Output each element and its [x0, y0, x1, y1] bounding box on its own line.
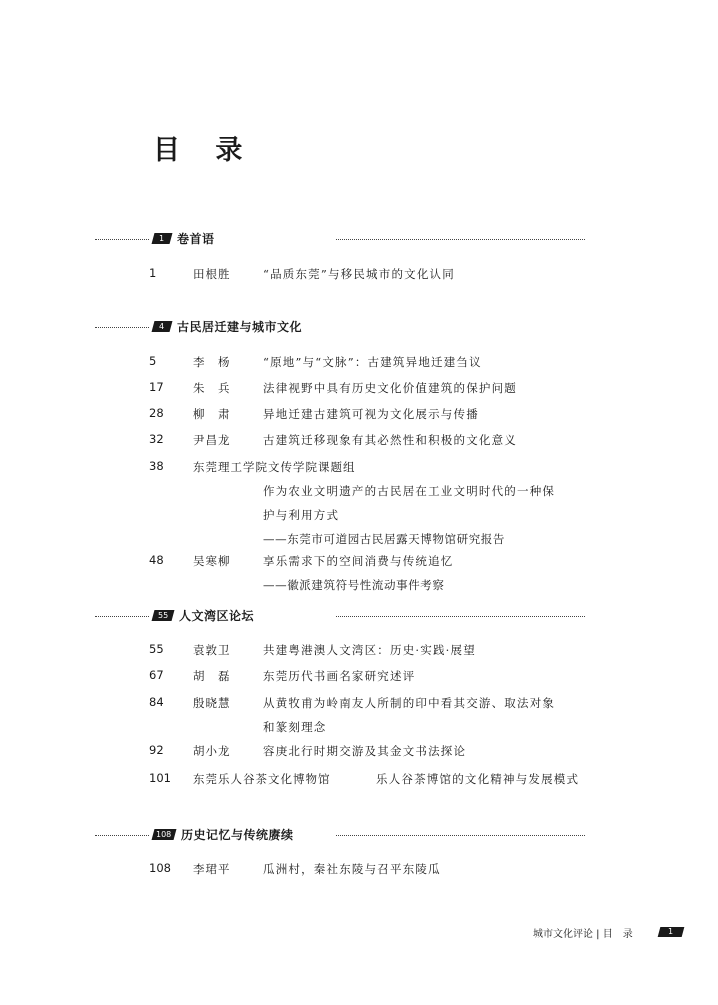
entry-title: 古建筑迁移现象有其必然性和积极的文化意义 [263, 433, 517, 447]
entry-title: 容庚北行时期交游及其金文书法探论 [263, 744, 467, 758]
entry-page-number: 48 [149, 553, 164, 567]
entry-page-number: 5 [149, 354, 157, 368]
section-title: 卷首语 [177, 232, 215, 246]
entry-author: 东莞乐人谷茶文化博物馆 [193, 772, 331, 786]
entry-author: 殷晓慧 [193, 696, 231, 710]
page-title: 目 录 [153, 135, 256, 166]
section-header [95, 229, 585, 249]
section-header [95, 606, 585, 626]
section-header [95, 317, 585, 337]
journal-name: 城市文化评论 | 目 录 [533, 929, 633, 940]
entry-page-number: 1 [149, 266, 157, 280]
leader-dots [336, 835, 585, 836]
entry-title-continued: ——东莞市可道园古民居露天博物馆研究报告 [263, 532, 505, 546]
entry-page-number: 101 [149, 771, 171, 785]
entry-author: 李珺平 [193, 862, 231, 876]
section-page-badge: 55 [152, 610, 175, 621]
running-footer [533, 925, 674, 940]
section-page-badge: 108 [152, 829, 177, 840]
entry-title: 从黄牧甫为岭南友人所制的印中看其交游、取法对象 [263, 696, 556, 710]
entry-title: 瓜洲村，秦社东陵与召平东陵瓜 [263, 862, 441, 876]
entry-title: 东莞历代书画名家研究述评 [263, 669, 416, 683]
entry-author: 朱 兵 [193, 381, 231, 395]
leader-dots [95, 835, 149, 836]
leader-dots [95, 327, 149, 328]
entry-author: 李 杨 [193, 355, 231, 369]
entry-page-number: 28 [149, 406, 164, 420]
entry-author: 东莞理工学院文传学院课题组 [193, 460, 356, 474]
entry-page-number: 67 [149, 668, 164, 682]
section-title: 古民居迁建与城市文化 [177, 320, 303, 334]
section-page-badge: 1 [152, 233, 173, 244]
section-page-badge: 4 [152, 321, 173, 332]
leader-dots [336, 239, 585, 240]
section-header [95, 825, 585, 845]
entry-title-continued: ——徽派建筑符号性流动事件考察 [263, 578, 445, 592]
entry-page-number: 38 [149, 459, 164, 473]
entry-author: 尹昌龙 [193, 433, 231, 447]
entry-author: 胡 磊 [193, 669, 231, 683]
entry-page-number: 55 [149, 642, 164, 656]
entry-title: 享乐需求下的空间消费与传统追忆 [263, 554, 454, 568]
entry-title: 异地迁建古建筑可视为文化展示与传播 [263, 407, 479, 421]
entry-title: “原地”与“文脉”：古建筑异地迁建刍议 [263, 355, 482, 369]
entry-page-number: 84 [149, 695, 164, 709]
entry-author: 柳 肃 [193, 407, 231, 421]
leader-dots [95, 616, 149, 617]
entry-title: 共建粤港澳人文湾区：历史·实践·展望 [263, 643, 476, 657]
section-title: 历史记忆与传统赓续 [181, 828, 294, 842]
leader-dots [95, 239, 149, 240]
entry-page-number: 92 [149, 743, 164, 757]
entry-page-number: 17 [149, 380, 164, 394]
leader-dots [336, 616, 585, 617]
entry-author: 吴寒柳 [193, 554, 231, 568]
entry-page-number: 108 [149, 861, 171, 875]
entry-title: 作为农业文明遗产的古民居在工业文明时代的一种保 [263, 484, 556, 498]
entry-title: 乐人谷茶博馆的文化精神与发展模式 [376, 772, 580, 786]
entry-page-number: 32 [149, 432, 164, 446]
section-title: 人文湾区论坛 [179, 609, 255, 623]
entry-author: 田根胜 [193, 267, 231, 281]
entry-title-continued: 和篆刻理念 [263, 720, 327, 734]
page-number-badge: 1 [658, 927, 685, 937]
entry-title: 法律视野中具有历史文化价值建筑的保护问题 [263, 381, 517, 395]
entry-author: 胡小龙 [193, 744, 231, 758]
entry-title: “品质东莞”与移民城市的文化认同 [263, 267, 455, 281]
entry-author: 袁敦卫 [193, 643, 231, 657]
entry-title-continued: 护与利用方式 [263, 508, 340, 522]
